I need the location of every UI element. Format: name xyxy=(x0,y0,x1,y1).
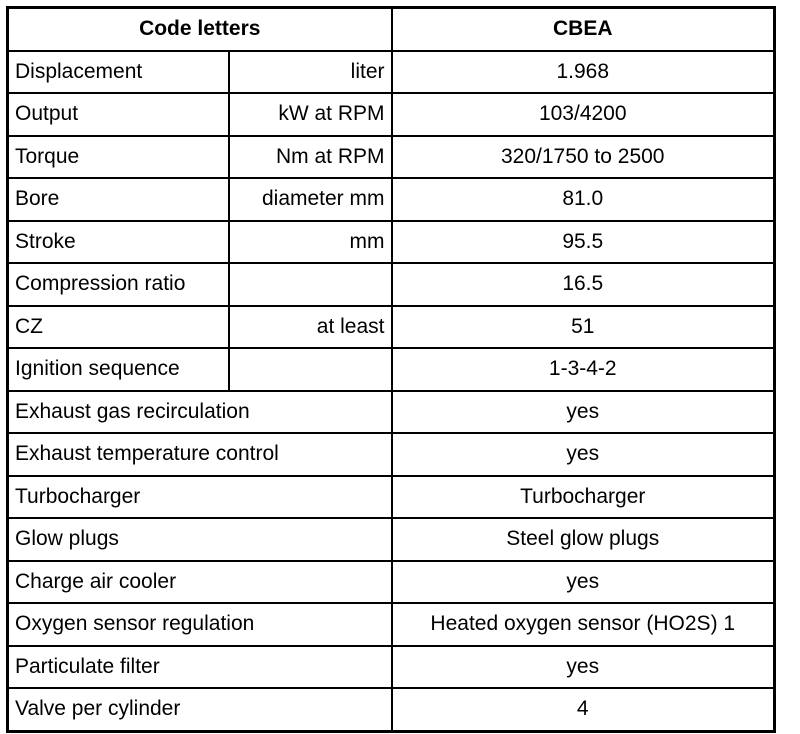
table-row xyxy=(8,603,775,646)
row-label: CZ xyxy=(8,306,229,349)
row-label: Glow plugs xyxy=(8,518,392,561)
row-value: Turbocharger xyxy=(392,476,775,519)
table-row xyxy=(8,51,775,94)
table-row xyxy=(8,136,775,179)
row-unit: mm xyxy=(229,221,392,264)
row-unit: at least xyxy=(229,306,392,349)
row-label: Output xyxy=(8,93,229,136)
row-value: yes xyxy=(392,646,775,689)
row-value: Steel glow plugs xyxy=(392,518,775,561)
row-value: 103/4200 xyxy=(392,93,775,136)
table-row xyxy=(8,306,775,349)
table-row xyxy=(8,646,775,689)
row-value: yes xyxy=(392,433,775,476)
table-row xyxy=(8,688,775,731)
table-row xyxy=(8,221,775,264)
row-value: 81.0 xyxy=(392,178,775,221)
header-row xyxy=(8,8,775,51)
row-unit xyxy=(229,348,392,391)
code-letters-header: Code letters xyxy=(8,8,392,51)
row-label: Turbocharger xyxy=(8,476,392,519)
row-value: yes xyxy=(392,561,775,604)
row-label: Exhaust gas recirculation xyxy=(8,391,392,434)
row-label: Particulate filter xyxy=(8,646,392,689)
row-label: Oxygen sensor regulation xyxy=(8,603,392,646)
table-row xyxy=(8,391,775,434)
row-value: 95.5 xyxy=(392,221,775,264)
row-label: Compression ratio xyxy=(8,263,229,306)
row-value: 1.968 xyxy=(392,51,775,94)
row-unit: kW at RPM xyxy=(229,93,392,136)
row-unit: Nm at RPM xyxy=(229,136,392,179)
row-label: Exhaust temperature control xyxy=(8,433,392,476)
table-row xyxy=(8,348,775,391)
row-unit xyxy=(229,263,392,306)
code-value-header: CBEA xyxy=(392,8,775,51)
row-unit: liter xyxy=(229,51,392,94)
row-label: Bore xyxy=(8,178,229,221)
table-row xyxy=(8,263,775,306)
row-label: Displacement xyxy=(8,51,229,94)
table-row xyxy=(8,178,775,221)
row-value: 16.5 xyxy=(392,263,775,306)
table-row xyxy=(8,433,775,476)
row-label: Torque xyxy=(8,136,229,179)
table-row xyxy=(8,93,775,136)
row-label: Ignition sequence xyxy=(8,348,229,391)
row-value: 320/1750 to 2500 xyxy=(392,136,775,179)
row-value: yes xyxy=(392,391,775,434)
row-unit: diameter mm xyxy=(229,178,392,221)
table-row xyxy=(8,476,775,519)
engine-spec-table xyxy=(6,6,776,733)
table-row xyxy=(8,518,775,561)
table-row xyxy=(8,561,775,604)
row-value: 1-3-4-2 xyxy=(392,348,775,391)
row-value: Heated oxygen sensor (HO2S) 1 xyxy=(392,603,775,646)
row-label: Valve per cylinder xyxy=(8,688,392,731)
row-label: Charge air cooler xyxy=(8,561,392,604)
row-label: Stroke xyxy=(8,221,229,264)
row-value: 51 xyxy=(392,306,775,349)
row-value: 4 xyxy=(392,688,775,731)
